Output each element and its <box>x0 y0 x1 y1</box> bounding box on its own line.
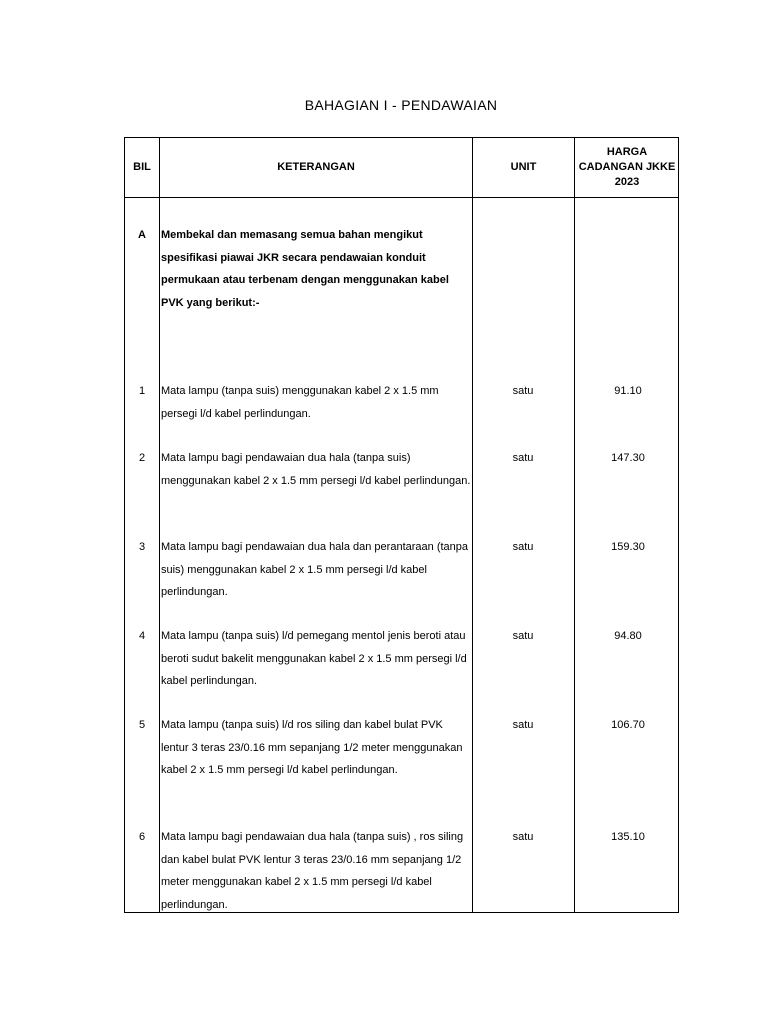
row-bil: 2 <box>138 452 146 464</box>
row-description: Mata lampu (tanpa suis) l/d ros siling dan kabel bulat PVK lentur 3 teras 23/0.16 mm sepanjang 1/2 meter menggunakan kabel 2 x 1.5 mm persegi l/d kabel perlindungan. <box>161 719 463 776</box>
row-bil: 5 <box>138 719 146 731</box>
row-price: 94.80 <box>614 630 642 642</box>
row-description: Mata lampu bagi pendawaian dua hala (tanpa suis) , ros siling dan kabel bulat PVK lentur 3 teras 23/0.16 mm sepanjang 1/2 meter menggunakan kabel 2 x 1.5 mm persegi l/d kabel perlindungan. <box>161 831 464 911</box>
row-description: Mata lampu bagi pendawaian dua hala dan perantaraan (tanpa suis) menggunakan kabel 2 x 1.5 mm persegi l/d kabel perlindungan. <box>161 541 469 598</box>
header-unit: UNIT <box>510 161 537 173</box>
header-bil: BIL <box>133 161 151 173</box>
column-divider <box>159 138 160 912</box>
row-description: Mata lampu bagi pendawaian dua hala (tanpa suis) menggunakan kabel 2 x 1.5 mm persegi l/d kabel perlindungan. <box>161 452 471 487</box>
row-price: 106.70 <box>611 719 645 731</box>
row-price: 135.10 <box>611 831 645 843</box>
row-unit: satu <box>512 385 534 397</box>
row-description: Mata lampu (tanpa suis) l/d pemegang mentol jenis beroti atau beroti sudut bakelit menggunakan kabel 2 x 1.5 mm persegi l/d kabel perlindungan. <box>161 630 467 687</box>
row-description: Mata lampu (tanpa suis) menggunakan kabel 2 x 1.5 mm persegi l/d kabel perlindungan. <box>161 385 439 420</box>
section-bil: A <box>138 229 146 241</box>
row-bil: 1 <box>138 385 146 397</box>
row-price: 147.30 <box>611 452 645 464</box>
header-divider <box>125 197 678 198</box>
row-bil: 3 <box>138 541 146 553</box>
column-divider <box>472 138 473 912</box>
row-bil: 6 <box>138 831 146 843</box>
row-unit: satu <box>512 630 534 642</box>
header-keterangan: KETERANGAN <box>277 161 355 173</box>
price-table <box>124 137 679 913</box>
row-price: 159.30 <box>611 541 645 553</box>
row-unit: satu <box>512 831 534 843</box>
section-description: Membekal dan memasang semua bahan mengikut spesifikasi piawai JKR secara pendawaian konduit permukaan atau terbenam dengan menggunakan kabel PVK yang berikut:- <box>161 229 449 309</box>
row-unit: satu <box>512 719 534 731</box>
column-divider <box>574 138 575 912</box>
row-unit: satu <box>512 452 534 464</box>
header-harga: HARGA CADANGAN JKKE 2023 <box>578 146 676 188</box>
page-title: BAHAGIAN I - PENDAWAIAN <box>304 97 498 113</box>
row-bil: 4 <box>138 630 146 642</box>
row-unit: satu <box>512 541 534 553</box>
row-price: 91.10 <box>614 385 642 397</box>
